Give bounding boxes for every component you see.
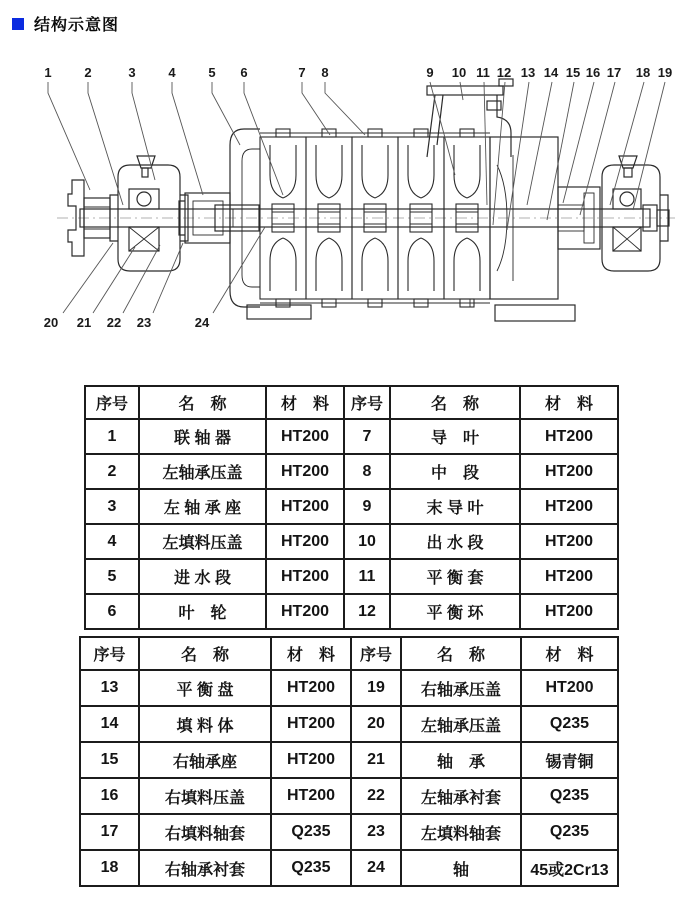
part-material: HT200 [521,670,618,706]
part-name: 出 水 段 [390,524,520,559]
part-no: 6 [85,594,139,629]
part-material: HT200 [520,594,618,629]
col-header: 材 料 [266,386,344,419]
table-row [85,489,618,524]
part-material: Q235 [521,706,618,742]
part-name: 右填料压盖 [139,778,271,814]
col-header: 名 称 [390,386,520,419]
table-header-row [85,386,618,419]
part-material: HT200 [266,524,344,559]
col-header: 材 料 [271,637,351,670]
part-no: 19 [351,670,401,706]
part-material: HT200 [271,778,351,814]
part-material: HT200 [520,454,618,489]
part-numbers [44,65,672,330]
part-number-2: 2 [84,65,92,80]
part-number-20: 20 [43,315,59,330]
part-name: 左轴承压盖 [401,706,521,742]
pump-body [68,79,669,321]
parts-table-2 [79,636,619,887]
part-material: HT200 [520,524,618,559]
part-no: 21 [351,742,401,778]
section-title-text: 结构示意图 [34,17,120,34]
col-header: 序号 [80,637,139,670]
part-material: 45或2Cr13 [521,850,618,886]
part-no: 11 [344,559,390,594]
leader-lines [48,82,665,313]
part-material: HT200 [271,706,351,742]
pump-cross-section-diagram [35,55,685,345]
part-name: 轴 [401,850,521,886]
col-header: 材 料 [520,386,618,419]
part-number-3: 3 [128,65,136,80]
part-material: HT200 [520,419,618,454]
pump-feet [247,299,575,321]
part-material: HT200 [520,559,618,594]
part-name: 平 衡 套 [390,559,520,594]
part-name: 轴 承 [401,742,521,778]
part-number-12: 12 [496,65,512,80]
part-no: 17 [80,814,139,850]
part-no: 20 [351,706,401,742]
part-number-15: 15 [565,65,581,80]
part-material: 锡青铜 [521,742,618,778]
part-no: 14 [80,706,139,742]
part-material: Q235 [521,778,618,814]
part-material: HT200 [266,594,344,629]
section-title [12,12,119,35]
col-header: 序号 [344,386,390,419]
part-name: 右填料轴套 [139,814,271,850]
part-name: 平 衡 盘 [139,670,271,706]
part-no: 23 [351,814,401,850]
part-no: 9 [344,489,390,524]
part-name: 左轴承衬套 [401,778,521,814]
part-material: HT200 [266,559,344,594]
part-number-17: 17 [606,65,622,80]
part-name: 填 料 体 [139,706,271,742]
table-row [80,814,618,850]
part-name: 进 水 段 [139,559,266,594]
part-name: 末 导 叶 [390,489,520,524]
part-number-6: 6 [240,65,248,80]
part-no: 15 [80,742,139,778]
part-number-11: 11 [476,65,490,80]
part-number-10: 10 [451,65,467,80]
part-no: 10 [344,524,390,559]
table-row [85,524,618,559]
part-no: 5 [85,559,139,594]
part-name: 左填料压盖 [139,524,266,559]
part-number-23: 23 [136,315,152,330]
table-row [80,778,618,814]
part-no: 22 [351,778,401,814]
part-material: Q235 [271,814,351,850]
part-number-5: 5 [208,65,216,80]
part-material: HT200 [271,742,351,778]
col-header: 名 称 [401,637,521,670]
col-header: 名 称 [139,386,266,419]
part-no: 4 [85,524,139,559]
part-number-8: 8 [321,65,329,80]
part-name: 平 衡 环 [390,594,520,629]
table-row [80,706,618,742]
part-number-4: 4 [168,65,176,80]
discharge-section [427,79,558,299]
part-material: HT200 [271,670,351,706]
part-no: 7 [344,419,390,454]
part-name: 右轴承座 [139,742,271,778]
part-material: Q235 [521,814,618,850]
part-no: 13 [80,670,139,706]
part-number-1: 1 [44,65,52,80]
table-row [85,559,618,594]
part-material: HT200 [266,489,344,524]
right-oil-cup [619,156,637,177]
part-name: 联 轴 器 [139,419,266,454]
part-number-24: 24 [194,315,210,330]
col-header: 序号 [351,637,401,670]
table-row [80,670,618,706]
part-no: 12 [344,594,390,629]
left-oil-cup [137,156,155,177]
part-name: 导 叶 [390,419,520,454]
part-number-21: 21 [76,315,92,330]
table-row [85,454,618,489]
part-material: Q235 [271,850,351,886]
part-name: 右轴承衬套 [139,850,271,886]
table-row [80,742,618,778]
col-header: 序号 [85,386,139,419]
part-no: 24 [351,850,401,886]
part-material: HT200 [266,454,344,489]
col-header: 名 称 [139,637,271,670]
table-row [80,850,618,886]
part-name: 叶 轮 [139,594,266,629]
part-name: 左填料轴套 [401,814,521,850]
part-name: 左轴承压盖 [139,454,266,489]
table-row [85,594,618,629]
part-name: 中 段 [390,454,520,489]
part-name: 右轴承压盖 [401,670,521,706]
part-number-14: 14 [543,65,559,80]
blue-square-bullet-icon [12,18,24,30]
part-no: 18 [80,850,139,886]
part-number-22: 22 [106,315,122,330]
part-no: 2 [85,454,139,489]
part-number-18: 18 [635,65,651,80]
table-row [85,419,618,454]
part-number-16: 16 [585,65,601,80]
part-number-9: 9 [426,65,434,80]
part-no: 8 [344,454,390,489]
part-name: 左 轴 承 座 [139,489,266,524]
part-no: 1 [85,419,139,454]
part-no: 3 [85,489,139,524]
col-header: 材 料 [521,637,618,670]
part-number-7: 7 [298,65,306,80]
part-no: 16 [80,778,139,814]
parts-table-1 [84,385,619,630]
part-number-19: 19 [657,65,673,80]
part-material: HT200 [266,419,344,454]
table-header-row [80,637,618,670]
part-number-13: 13 [520,65,536,80]
part-material: HT200 [520,489,618,524]
